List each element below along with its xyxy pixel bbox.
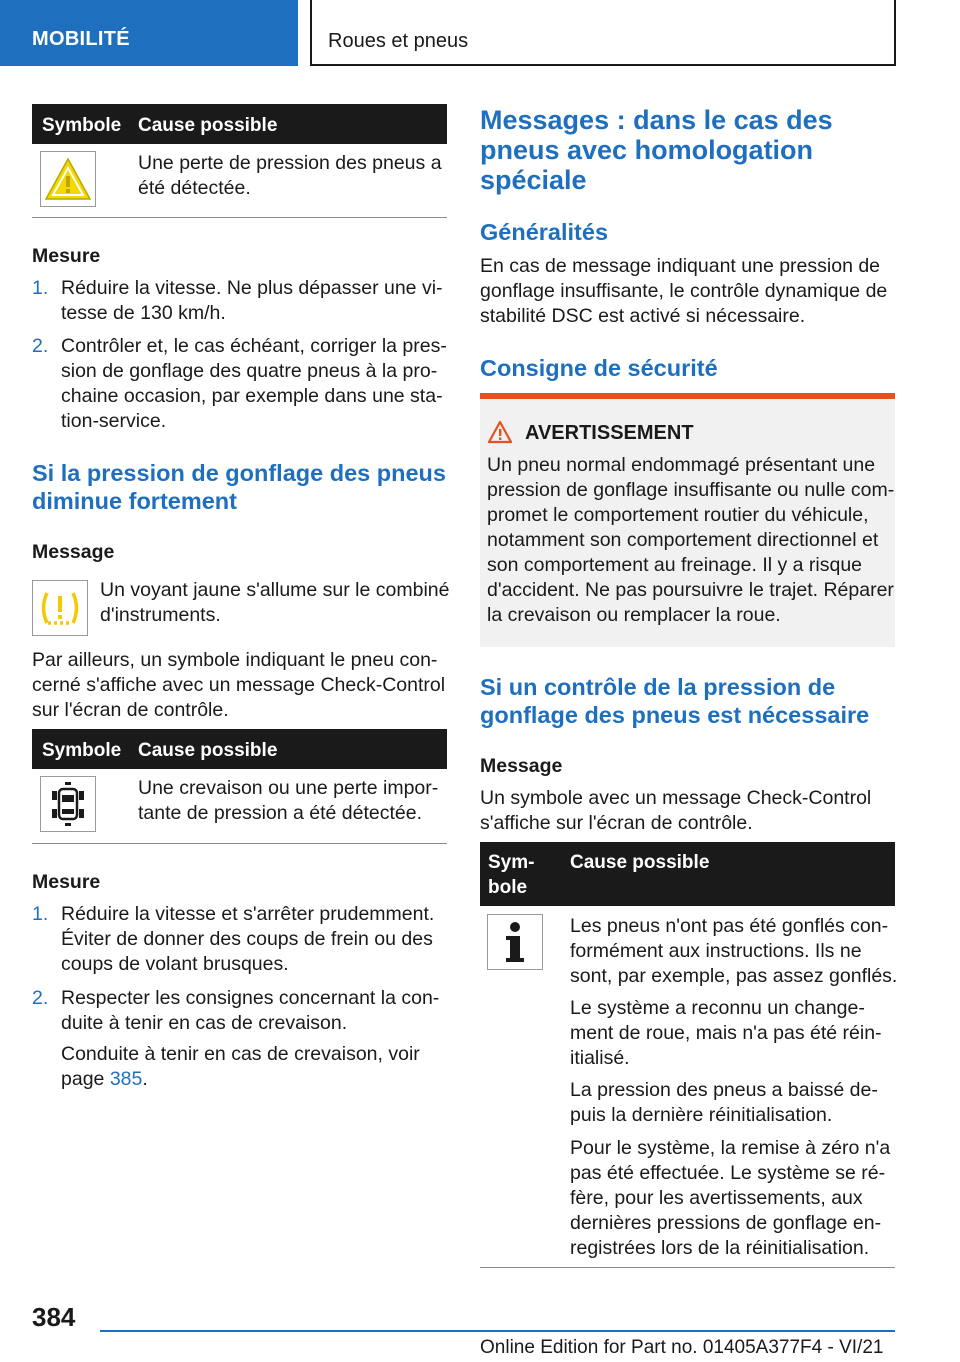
- warning-text: promet le comportement routier du véhicule,: [487, 504, 869, 526]
- list-item-text: tion-service.: [61, 410, 167, 432]
- table-cell-cause: Une crevaison ou une perte impor-: [138, 777, 439, 799]
- message-text: Un symbole avec un message Check-Control: [480, 787, 872, 809]
- table-header: [32, 104, 447, 144]
- chapter-title: Roues et pneus: [328, 30, 469, 52]
- paragraph-text: gonflage insuffisante, le contrôle dynamique de: [480, 280, 888, 302]
- warning-text: la crevaison ou remplacer la roue.: [487, 604, 781, 626]
- list-number: 2.: [32, 987, 49, 1009]
- list-item-text: chaine occasion, par exemple dans une sta-: [61, 385, 443, 407]
- table-header: [32, 729, 447, 769]
- section-heading: Si la pression de gonflage des pneus diminue fortement: [32, 460, 446, 514]
- table-cell-cause: tante de pression a été détectée.: [138, 802, 423, 824]
- message-text: d'instruments.: [100, 604, 221, 626]
- message-heading: Message: [32, 541, 115, 563]
- generalites-heading: Généralités: [480, 219, 609, 245]
- chapter-tab: [310, 0, 896, 66]
- list-item-text: coups de volant brusques.: [61, 953, 289, 975]
- list-item-text: tesse de 130 km/h.: [61, 302, 226, 324]
- consigne-heading: Consigne de sécurité: [480, 355, 718, 381]
- warning-text: Un pneu normal endommagé présentant une: [487, 454, 876, 476]
- tire-pressure-warning-icon: [32, 580, 88, 636]
- list-item-text: duite à tenir en cas de crevaison.: [61, 1012, 348, 1034]
- list-number: 1.: [32, 277, 49, 299]
- table-header: [480, 842, 895, 906]
- list-item-text: Respecter les consignes concernant la con-: [61, 987, 440, 1009]
- message-text: s'affiche sur l'écran de contrôle.: [480, 812, 753, 834]
- table-divider: [480, 1267, 895, 1268]
- section-title: MOBILITÉ: [32, 28, 130, 50]
- list-item-text: Conduite à tenir en cas de crevaison, voir: [61, 1043, 420, 1065]
- info-icon: [487, 914, 543, 970]
- warning-text: notamment son comportement directionnel et: [487, 529, 879, 551]
- list-item-text: Réduire la vitesse et s'arrêter prudemment.: [61, 903, 435, 925]
- edition-text: Online Edition for Part no. 01405A377F4 - VI/21: [480, 1337, 884, 1358]
- column-header-symbol: Symbole: [42, 115, 122, 136]
- paragraph-text: cerné s'affiche avec un message Check-Control: [32, 674, 446, 696]
- table-cell-cause: Une perte de pression des pneus a été détectée.: [138, 152, 442, 199]
- yellow-warning-triangle-icon: [40, 151, 96, 207]
- page-header: [0, 0, 960, 66]
- section-heading: Si un contrôle de la pression de gonflage des pneus est nécessaire: [480, 674, 870, 728]
- car-tire-puncture-icon: [40, 776, 96, 832]
- message-text: Un voyant jaune s'allume sur le combiné: [100, 579, 450, 601]
- message-heading: Message: [480, 755, 563, 777]
- paragraph-text: stabilité DSC est activé si nécessaire.: [480, 305, 806, 327]
- warning-text: pression de gonflage insuffisante ou nulle com-: [487, 479, 895, 501]
- paragraph-text: En cas de message indiquant une pression de: [480, 255, 881, 277]
- warning-triangle-icon: [487, 420, 513, 444]
- page-number: 384: [32, 1302, 76, 1332]
- column-header-symbol: Symbole: [42, 740, 122, 761]
- list-item-text: Contrôler et, le cas échéant, corriger la pres-: [61, 335, 447, 357]
- page-title: Messages : dans le cas des pneus avec homologation spéciale: [480, 105, 833, 195]
- footer-rule: [100, 1330, 895, 1332]
- table-divider: [32, 217, 447, 218]
- column-header-cause: Cause possible: [138, 115, 278, 136]
- paragraph-text: Par ailleurs, un symbole indiquant le pneu con-: [32, 649, 438, 671]
- warning-text: d'accident. Ne pas poursuivre le trajet. Réparer: [487, 579, 894, 601]
- page-link[interactable]: 385: [109, 1068, 143, 1090]
- table-cell-cause: Le système a reconnu un change- ment de roue, mais n'a pas été réin- itialisé.: [570, 997, 882, 1069]
- list-item-text: Éviter de donner des coups de frein ou des: [61, 928, 433, 950]
- table-cell-cause: La pression des pneus a baissé de- puis la dernière réinitialisation.: [570, 1079, 878, 1126]
- paragraph-text: sur l'écran de contrôle.: [32, 699, 229, 721]
- section-tab: [0, 0, 298, 66]
- column-header-cause: Cause possible: [570, 852, 710, 873]
- mesure-heading: Mesure: [32, 871, 101, 893]
- mesure-heading: Mesure: [32, 245, 101, 267]
- list-number: 2.: [32, 335, 49, 357]
- page-reference: page 385.: [61, 1068, 148, 1090]
- column-header-cause: Cause possible: [138, 740, 278, 761]
- warning-text: son comportement au freinage. Il y a risque: [487, 554, 863, 576]
- list-number: 1.: [32, 903, 49, 925]
- table-divider: [32, 843, 447, 844]
- column-header-symbol: Sym- bole: [488, 852, 535, 898]
- table-cell-cause: Les pneus n'ont pas été gonflés con- formément aux instructions. Ils ne sont, par exemple, pas assez gonflés.: [570, 915, 898, 987]
- list-item-text: sion de gonflage des quatre pneus à la pro-: [61, 360, 438, 382]
- list-item-text: Réduire la vitesse. Ne plus dépasser une vi-: [61, 277, 443, 299]
- table-cell-cause: Pour le système, la remise à zéro n'a pas été effectuée. Le système se ré- fère, pour les avertissements, aux dernières pressions de gonflage en- registrées lors de la réinitialisation.: [570, 1137, 891, 1259]
- warning-label: AVERTISSEMENT: [525, 422, 694, 444]
